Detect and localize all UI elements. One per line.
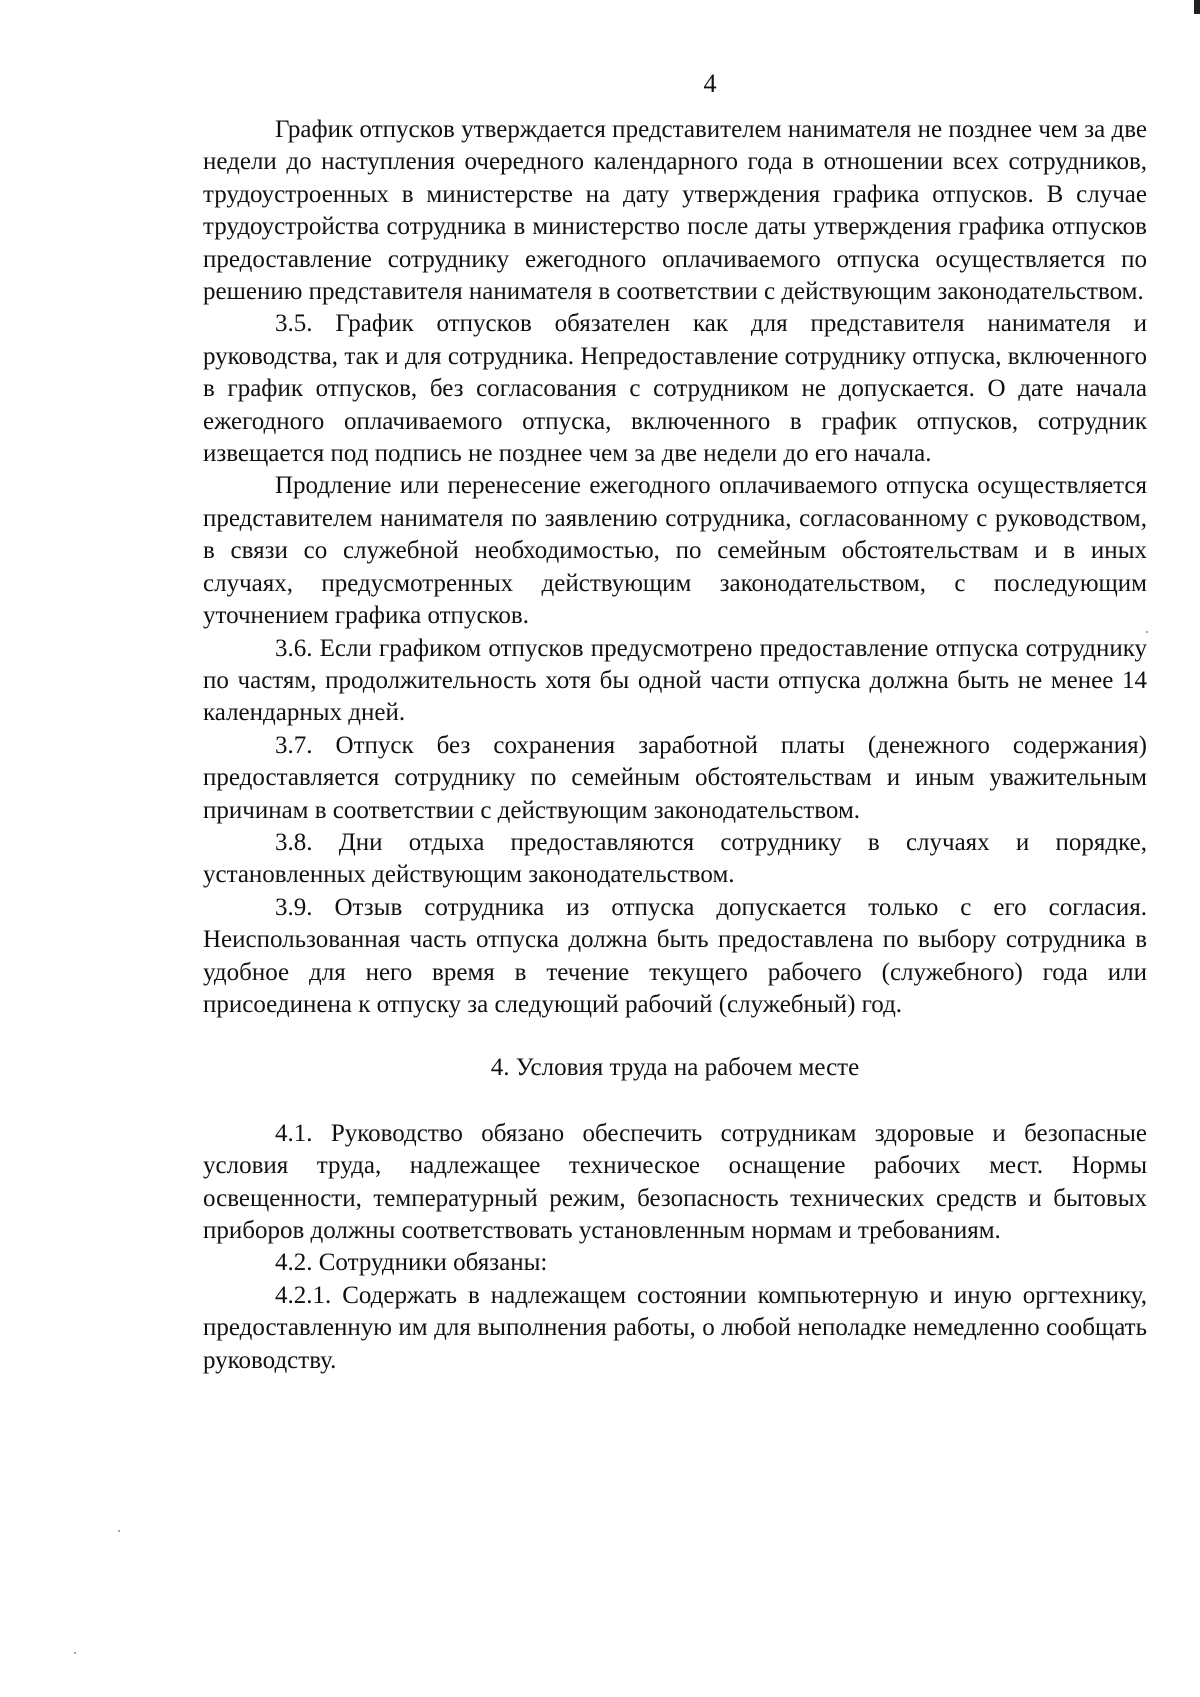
scan-speck <box>118 1530 120 1532</box>
scan-speck <box>1146 631 1148 633</box>
document-body <box>203 114 1147 1377</box>
section-heading: 4. Условия труда на рабочем месте <box>490 1054 860 1082</box>
scan-speck <box>74 1652 76 1654</box>
paragraph-4-2: 4.2. Сотрудники обязаны: <box>275 1249 548 1277</box>
paragraph-4-2-1: 4.2.1. Содержать в надлежащем состоянии компьютерную и иную оргтехнику, предоставленную им для выполнения работы, о любой неполадке немедленно сообщать руководству. <box>203 1281 1147 1374</box>
scan-corner-mark <box>1194 0 1200 14</box>
paragraph-3-5: 3.5. График отпусков обязателен как для представителя нанимателя и руководства, так и для сотрудника. Непредоставление сотруднику отпуска, включенного в график отпусков, без согласования с сотрудником не допускается. О дате начала ежегодного оплачиваемого отпуска, включенного в график отпусков, сотрудник извещается под подпись не позднее чем за две недели до его начала. <box>203 310 1147 468</box>
paragraph-3-6: 3.6. Если графиком отпусков предусмотрено предоставление отпуска сотруднику по частям, продолжительность хотя бы одной части отпуска должна быть не менее 14 календарных дней. <box>203 634 1147 727</box>
paragraph-3-7: 3.7. Отпуск без сохранения заработной платы (денежного содержания) предоставляется сотруднику по семейным обстоятельствам и иным уважительным причинам в соответствии с действующим законодательством. <box>203 731 1147 824</box>
paragraph-vacation-extension: Продление или перенесение ежегодного оплачиваемого отпуска осуществляется представителем нанимателя по заявлению сотрудника, согласованному с руководством, в связи со служебной необходимостью, по семейным обстоятельствам и в иных случаях, предусмотренных действующим законодательством, с последующим уточнением графика отпусков. <box>203 472 1147 630</box>
paragraph-3-9: 3.9. Отзыв сотрудника из отпуска допускается только с его согласия. Неиспользованная часть отпуска должна быть предоставлена по выбору сотрудника в удобное для него время в течение текущего рабочего (служебного) года или присоединена к отпуску за следующий рабочий (служебный) год. <box>203 893 1147 1018</box>
paragraph-3-8: 3.8. Дни отдыха предоставляются сотруднику в случаях и порядке, установленных действующим законодательством. <box>203 828 1147 889</box>
page-number: 4 <box>703 69 717 98</box>
paragraph-4-1: 4.1. Руководство обязано обеспечить сотрудникам здоровые и безопасные условия труда, надлежащее техническое оснащение рабочих мест. Нормы освещенности, температурный режим, безопасность технических средств и бытовых приборов должны соответствовать установленным нормам и требованиям. <box>203 1119 1147 1244</box>
paragraph-vacation-schedule-approval: График отпусков утверждается представителем нанимателя не позднее чем за две недели до наступления очередного календарного года в отношении всех сотрудников, трудоустроенных в министерстве на дату утверждения графика отпусков. В случае трудоустройства сотрудника в министерство после даты утверждения графика отпусков предоставление сотруднику ежегодного оплачиваемого отпуска осуществляется по решению представителя нанимателя в соответствии с действующим законодательством. <box>203 116 1147 306</box>
